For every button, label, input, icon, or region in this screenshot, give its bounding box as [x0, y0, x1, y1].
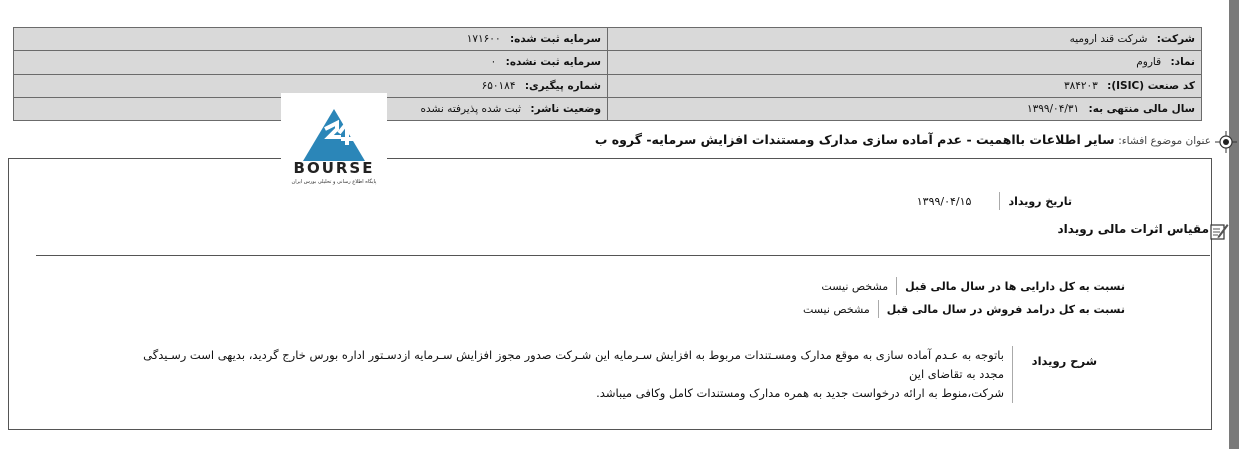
- event-date-label: تاریخ رویداد: [1008, 194, 1072, 208]
- target-icon: [1215, 131, 1237, 153]
- separator: [999, 192, 1000, 210]
- event-date-value: ۱۳۹۹/۰۴/۱۵: [916, 194, 972, 208]
- symbol-value: قاروم: [1136, 56, 1162, 69]
- info-row: [14, 51, 1202, 74]
- logo-mark-icon: [281, 93, 387, 163]
- disclosure-subject: [595, 132, 1211, 147]
- logo-word: BOURSE: [293, 159, 375, 177]
- company-label: شرکت:: [1156, 33, 1195, 46]
- symbol-label: نماد:: [1170, 56, 1195, 69]
- info-row: [14, 28, 1202, 51]
- subject-value: سایر اطلاعات بااهمیت - عدم آماده سازی مدارک ومستندات افزایش سرمایه- گروه ب: [594, 132, 1115, 147]
- fiscal-cell: [608, 97, 1202, 120]
- registered-capital-value: ۱۷۱۶۰۰: [466, 33, 501, 46]
- event-date-row: [917, 192, 1072, 210]
- registered-capital-cell: [14, 28, 608, 51]
- logo-subtitle: پایگاه اطلاع رسانی و تحلیلی بورس ایران: [291, 179, 377, 185]
- tracking-label: شماره پیگیری:: [524, 79, 601, 92]
- fiscal-label: سال مالی منتهی به:: [1088, 102, 1195, 115]
- unregistered-capital-label: سرمایه ثبت نشده:: [505, 56, 601, 69]
- publisher-status-label: وضعیت ناشر:: [530, 102, 601, 115]
- event-description-label: شرح رویداد: [1031, 354, 1097, 368]
- revenue-ratio-value: مشخص نیست: [802, 302, 870, 316]
- company-cell: [608, 28, 1202, 51]
- revenue-ratio-label: نسبت به کل درامد فروش در سال مالی قبل: [886, 302, 1125, 316]
- info-row: [14, 74, 1202, 97]
- publisher-status-value: ثبت شده پذیرفته نشده: [420, 102, 522, 115]
- assets-ratio-value: مشخص نیست: [821, 279, 889, 293]
- section-divider: [36, 255, 1210, 256]
- financial-effects-title: مقیاس اثرات مالی رویداد: [1057, 222, 1209, 236]
- registered-capital-label: سرمایه ثبت شده:: [509, 33, 601, 46]
- isic-value: ۳۸۴۲۰۳: [1063, 79, 1098, 92]
- company-value: شرکت قند ارومیه: [1069, 33, 1148, 46]
- fiscal-value: ۱۳۹۹/۰۴/۳۱: [1026, 102, 1080, 115]
- company-info-table: [13, 27, 1202, 121]
- separator: [896, 277, 897, 295]
- unregistered-capital-value: ۰: [490, 56, 497, 69]
- info-row: [14, 97, 1202, 120]
- unregistered-capital-cell: [14, 51, 608, 74]
- tracking-value: ۶۵۰۱۸۴: [481, 79, 516, 92]
- description-line: باتوجه به عـدم آماده سازی به موقع مدارک ومسـتندات مربوط به افزایش سـرمایه این شـرکت صدور مجوز افزایش سـرمایه ازدسـتور اداره بورس خارج گردید، بدیهی است رسـیدگی مجدد به تقاضای این: [143, 348, 1004, 381]
- separator: [878, 300, 879, 318]
- isic-label: کد صنعت (ISIC):: [1107, 79, 1195, 92]
- description-line: شرکت،منوط به ارائه درخواست جدید به همره مدارک ومستندات کامل وکافی میباشد.: [596, 386, 1004, 400]
- isic-cell: [608, 74, 1202, 97]
- edit-document-icon: [1209, 221, 1229, 241]
- subject-label: عنوان موضوع افشاء:: [1118, 135, 1211, 147]
- symbol-cell: [608, 51, 1202, 74]
- scrollbar[interactable]: [1229, 0, 1239, 449]
- assets-ratio-label: نسبت به کل دارایی ها در سال مالی قبل: [905, 279, 1125, 293]
- assets-ratio-row: [821, 277, 1125, 295]
- revenue-ratio-row: [803, 300, 1125, 318]
- event-description: [118, 346, 1013, 403]
- bourse-logo: [281, 93, 387, 189]
